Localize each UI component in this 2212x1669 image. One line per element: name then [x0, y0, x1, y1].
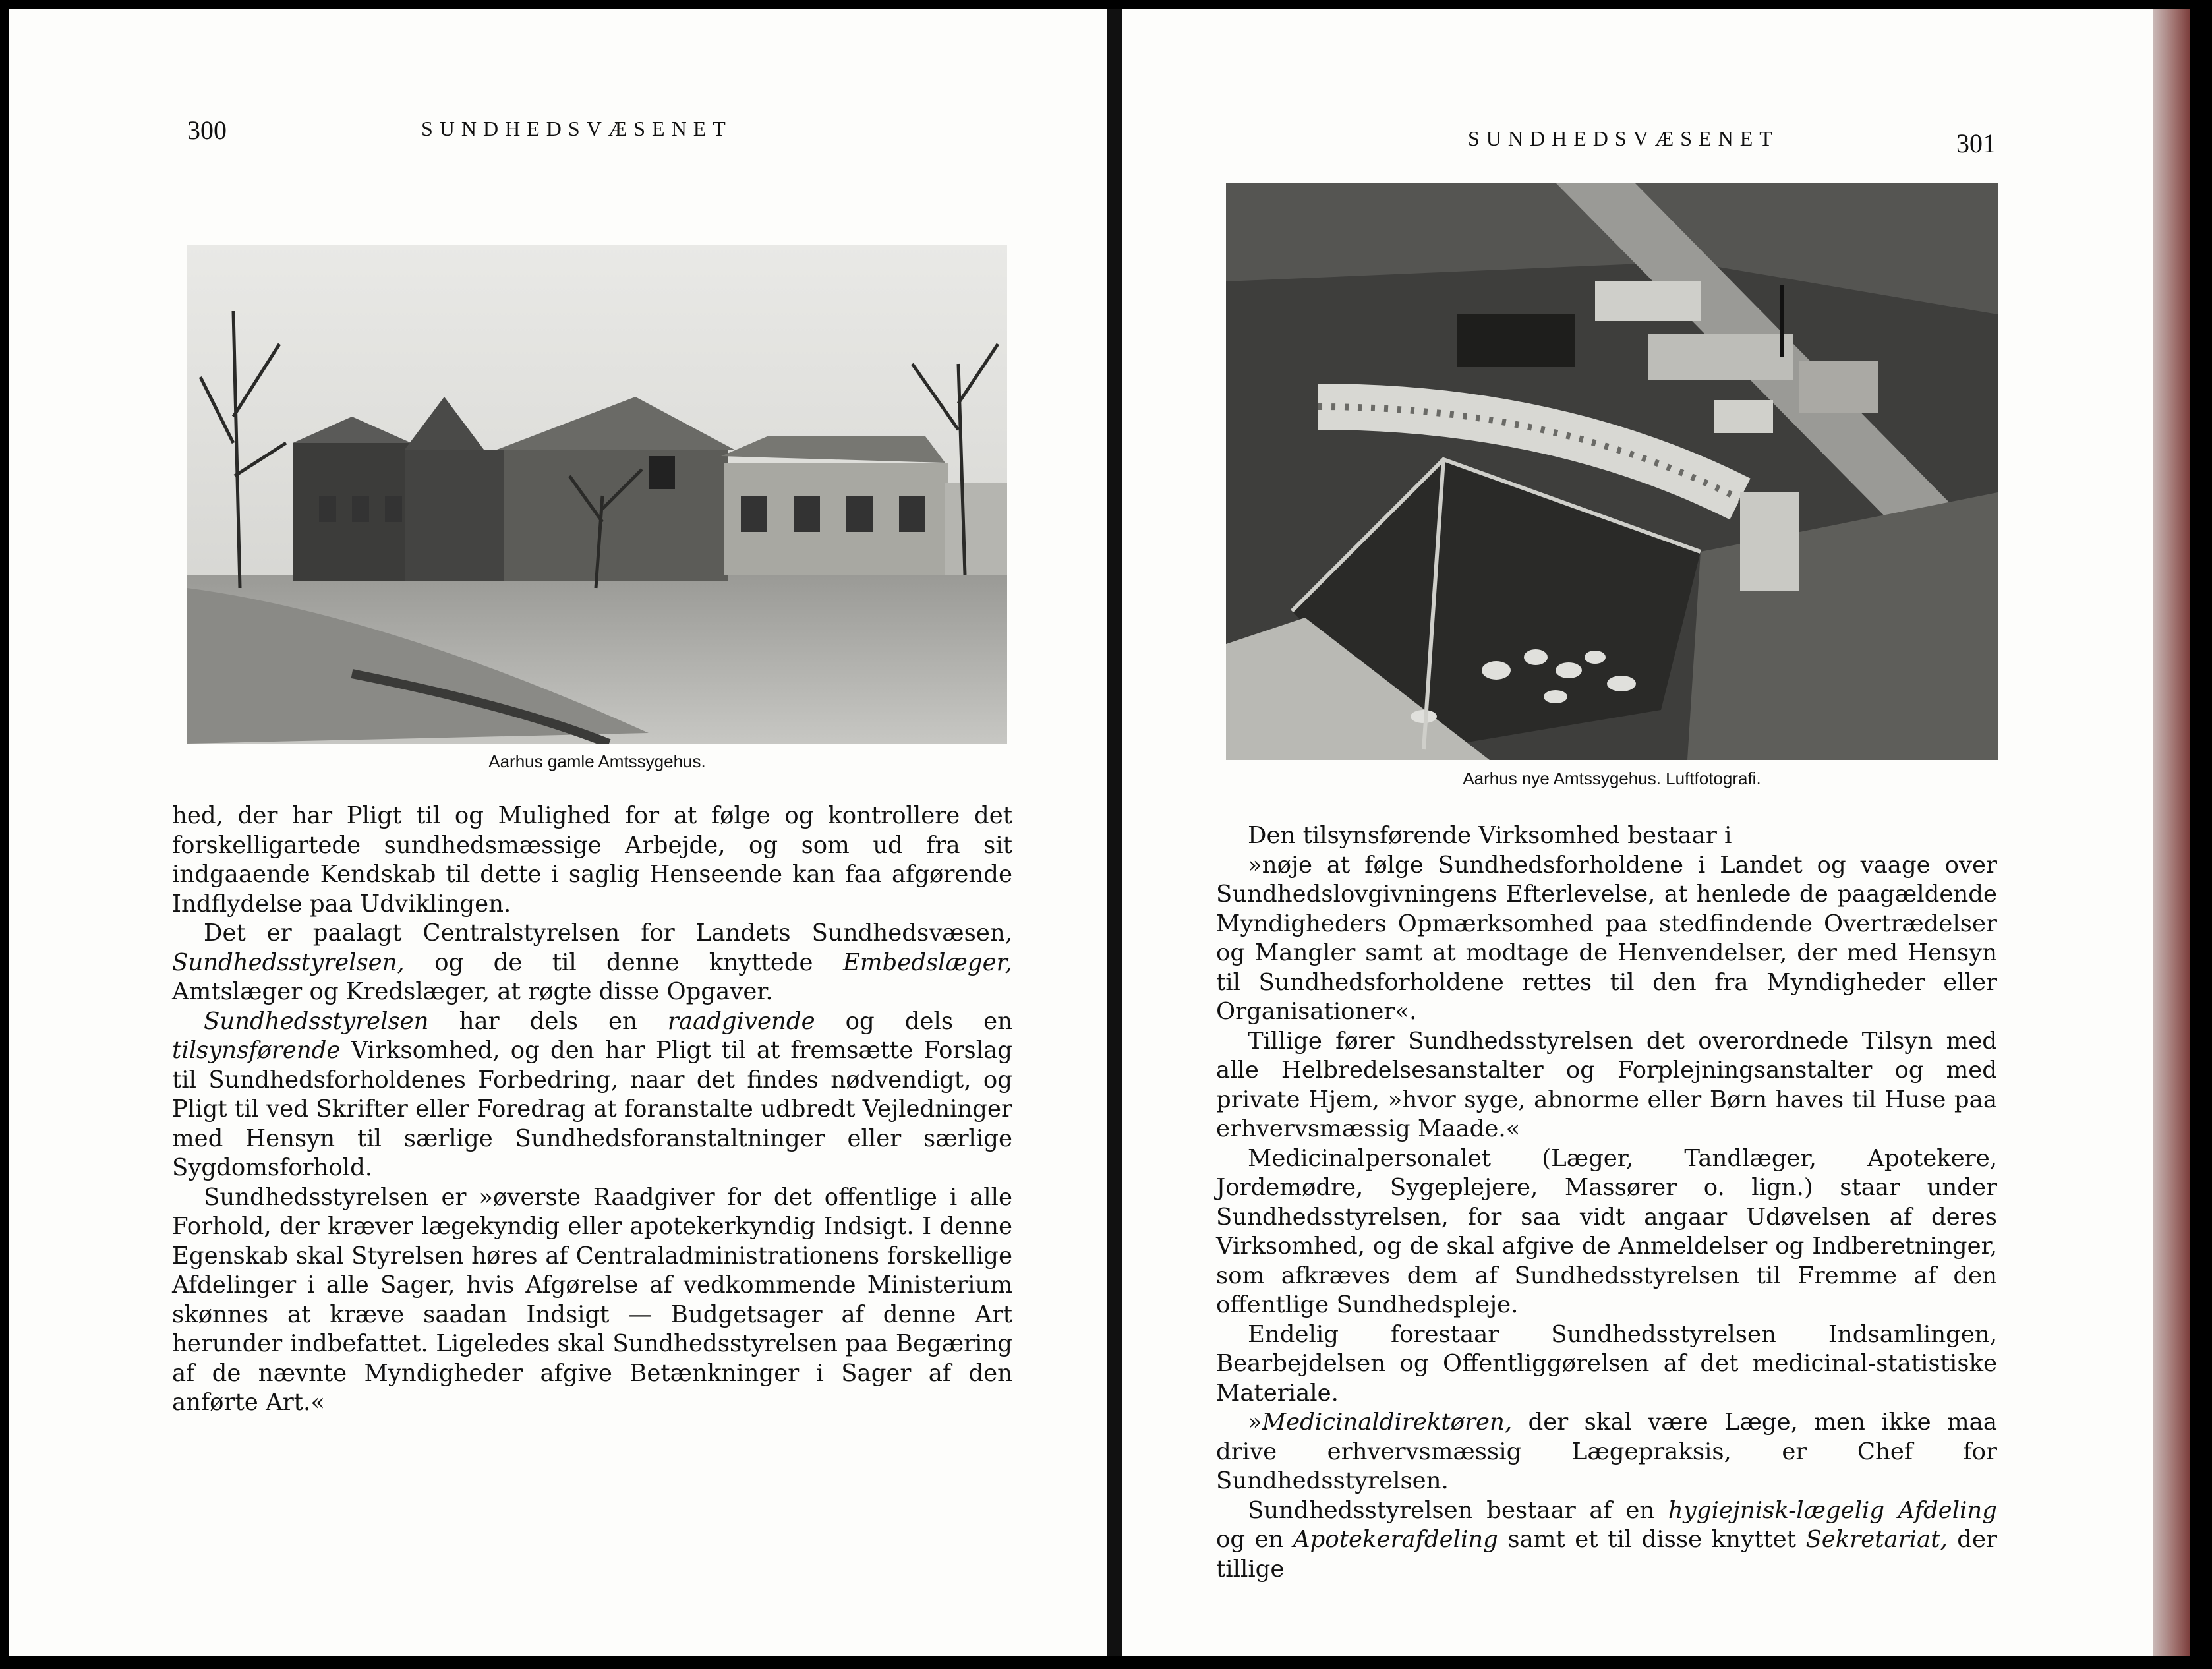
paragraph: Sundhedsstyrelsen bestaar af en hygiejnisk-lægelig Afdeling og en Apotekerafdeling samt et til disse knyttet Sekretariat, der tillige: [1216, 1496, 1997, 1583]
paragraph: Sundhedsstyrelsen har dels en raadgivende og dels en tilsynsførende Virksomhed, og den har Pligt til at fremsætte Forslag til Sundhedsforholdenes Forbedring, naar det findes nødvendigt, og Pligt til ved Skrifter eller Foredrag at foranstalte udbredt Vejledninger med Hensyn til særlige Sundhedsforanstaltninger eller særlige Sygdomsforhold.: [172, 1007, 1012, 1181]
paragraph: Den tilsynsførende Virksomhed bestaar i: [1248, 822, 1732, 849]
paragraph: hed, der har Pligt til og Mulighed for at følge og kontrollere det forskelligartede sundhedsmæssige Arbejde, og som ud fra sit indgaaende Kendskab til dette i saglig Henseende kan faa afgørende Indflydelse paa Udviklingen.: [172, 802, 1012, 918]
body-text: [172, 802, 1012, 1418]
figure-caption: Aarhus gamle Amtssygehus.: [488, 751, 706, 771]
hospital-photo: [187, 245, 1007, 744]
paragraph: Det er paalagt Centralstyrelsen for Landets Sundhedsvæsen, Sundhedsstyrelsen, og de til denne knyttede Embedslæger, Amtslæger og Kredslæger, at røgte disse Opgaver.: [172, 920, 1012, 1005]
paragraph: Medicinalpersonalet (Læger, Tandlæger, Apotekere, Jordemødre, Sygeplejere, Massører o. lign.) staar under Sundhedsstyrelsen, for saa vidt angaar Udøvelsen af deres Virksomhed, og de skal afgive de Anmeldelser og Indberetninger, som afkræves dem af Sundhedsstyrelsen til Fremme af den offentlige Sundhedspleje.: [1216, 1144, 1997, 1318]
paragraph: Endelig forestaar Sundhedsstyrelsen Indsamlingen, Bearbejdelsen og Offentliggørelsen af det medicinal-statistiske Materiale.: [1216, 1320, 1997, 1407]
page-left: [9, 9, 1107, 1656]
paragraph: »nøje at følge Sundhedsforholdene i Landet og vaage over Sundhedslovgivningens Efterlevelse, at henlede de paagældende Myndigheders Opmærksomhed paa stedfindende Overtrædelser og Mangler samt at modtage de Henvendelser, der med Hensyn til Sundhedsforholdene rettes til den fra Myndigheder eller Organisationer«.: [1216, 851, 1997, 1025]
paragraph: Tillige fører Sundhedsstyrelsen det overordnede Tilsyn med alle Helbredelsesanstalter og Forplejningsanstalter og med private Hjem, »hvor syge, abnorme eller Børn haves til Huse paa erhvervsmæssig Maade.«: [1216, 1027, 1997, 1142]
aerial-photo: [1226, 183, 1998, 760]
book-spine: [1107, 9, 1122, 1656]
paragraph: Sundhedsstyrelsen er »øverste Raadgiver for det offentlige i alle Forhold, der kræver lægekyndig eller apotekerkyndig Indsigt. I denne Egenskab skal Styrelsen høres af Centraladministrationens forskellige Afdelinger i alle Sager, hvis Afgørelse af vedkommende Ministerium skønnes at kræve saadan Indsigt — Budgetsager af denne Art herunder indbefattet. Ligeledes skal Sundhedsstyrelsen paa Begæring af de nævnte Myndigheder afgive Betænkninger i Sager af den anførte Art.«: [172, 1183, 1012, 1416]
running-head: SUNDHEDSVÆSENET: [421, 117, 732, 140]
body-text: [1216, 821, 1997, 1584]
page-right: [1122, 9, 2153, 1656]
paragraph: »Medicinaldirektøren, der skal være Læge, men ikke maa drive erhvervsmæssig Lægepraksis, er Chef for Sundhedsstyrelsen.: [1216, 1409, 1997, 1494]
cover-edge: [2153, 9, 2190, 1656]
page-number: 301: [1956, 129, 1996, 158]
page-number: 300: [187, 115, 227, 145]
running-head: SUNDHEDSVÆSENET: [1468, 127, 1779, 150]
figure-caption: Aarhus nye Amtssygehus. Luftfotografi.: [1463, 769, 1761, 788]
